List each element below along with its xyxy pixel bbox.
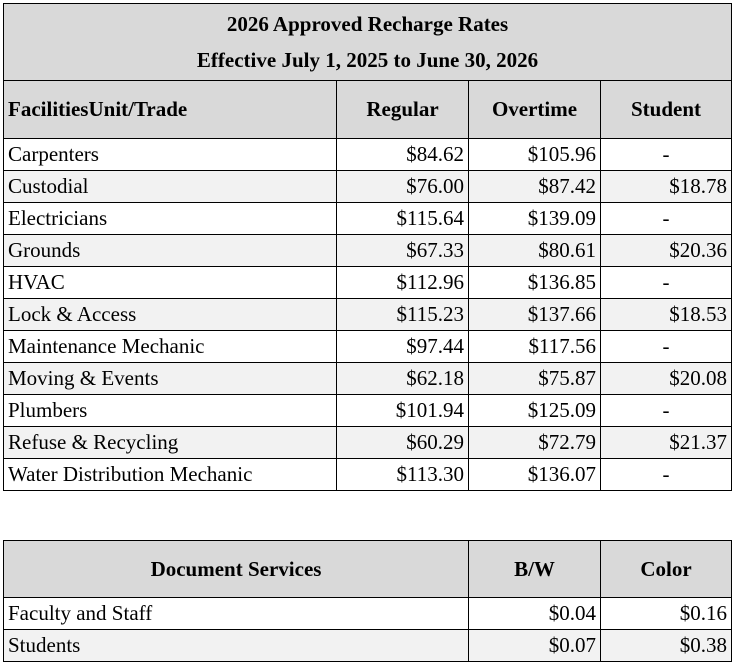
table-row	[4, 139, 732, 171]
column-header-regular: Regular	[337, 81, 469, 139]
document-user-cell: Faculty and Staff	[4, 598, 469, 630]
table-row	[4, 299, 732, 331]
regular-rate-cell: $115.23	[337, 299, 469, 331]
color-price-cell: $0.16	[601, 598, 732, 630]
student-rate-cell: -	[601, 139, 732, 171]
overtime-rate-cell: $137.66	[469, 299, 601, 331]
trade-name-cell: Moving & Events	[4, 363, 337, 395]
bw-price-cell: $0.07	[469, 630, 601, 662]
table-row	[4, 267, 732, 299]
table-row	[4, 459, 732, 491]
student-rate-cell: $20.08	[601, 363, 732, 395]
column-header-student: Student	[601, 81, 732, 139]
regular-rate-cell: $76.00	[337, 171, 469, 203]
table-row	[4, 203, 732, 235]
bw-price-cell: $0.04	[469, 598, 601, 630]
color-price-cell: $0.38	[601, 630, 732, 662]
overtime-rate-cell: $72.79	[469, 427, 601, 459]
overtime-rate-cell: $125.09	[469, 395, 601, 427]
overtime-rate-cell: $75.87	[469, 363, 601, 395]
table-title: 2026 Approved Recharge Rates	[226, 12, 509, 36]
student-rate-cell: -	[601, 203, 732, 235]
regular-rate-cell: $101.94	[337, 395, 469, 427]
table-row	[4, 331, 732, 363]
regular-rate-cell: $67.33	[337, 235, 469, 267]
overtime-rate-cell: $80.61	[469, 235, 601, 267]
document-user-cell: Students	[4, 630, 469, 662]
column-header-document-services: Document Services	[4, 541, 469, 598]
overtime-rate-cell: $117.56	[469, 331, 601, 363]
regular-rate-cell: $62.18	[337, 363, 469, 395]
table-row	[4, 598, 732, 630]
trade-name-cell: Refuse & Recycling	[4, 427, 337, 459]
trade-name-cell: Carpenters	[4, 139, 337, 171]
student-rate-cell: -	[601, 395, 732, 427]
student-rate-cell: -	[601, 267, 732, 299]
regular-rate-cell: $97.44	[337, 331, 469, 363]
column-header-bw: B/W	[469, 541, 601, 598]
table-row	[4, 427, 732, 459]
regular-rate-cell: $60.29	[337, 427, 469, 459]
table-row	[4, 171, 732, 203]
table-title-cell	[4, 4, 732, 81]
regular-rate-cell: $112.96	[337, 267, 469, 299]
trade-name-cell: HVAC	[4, 267, 337, 299]
overtime-rate-cell: $136.07	[469, 459, 601, 491]
regular-rate-cell: $113.30	[337, 459, 469, 491]
student-rate-cell: $20.36	[601, 235, 732, 267]
document-services-table	[3, 540, 732, 662]
trade-name-cell: Custodial	[4, 171, 337, 203]
regular-rate-cell: $84.62	[337, 139, 469, 171]
overtime-rate-cell: $105.96	[469, 139, 601, 171]
table-row	[4, 235, 732, 267]
table-row	[4, 630, 732, 662]
trade-name-cell: Water Distribution Mechanic	[4, 459, 337, 491]
regular-rate-cell: $115.64	[337, 203, 469, 235]
table-subtitle: Effective July 1, 2025 to June 30, 2026	[196, 48, 539, 72]
student-rate-cell: -	[601, 459, 732, 491]
recharge-rates-table	[3, 3, 732, 491]
column-header-trade: FacilitiesUnit/Trade	[4, 81, 337, 139]
trade-name-cell: Grounds	[4, 235, 337, 267]
table-row	[4, 363, 732, 395]
trade-name-cell: Maintenance Mechanic	[4, 331, 337, 363]
overtime-rate-cell: $136.85	[469, 267, 601, 299]
student-rate-cell: $21.37	[601, 427, 732, 459]
overtime-rate-cell: $87.42	[469, 171, 601, 203]
trade-name-cell: Electricians	[4, 203, 337, 235]
student-rate-cell: $18.53	[601, 299, 732, 331]
table-row	[4, 395, 732, 427]
column-header-color: Color	[601, 541, 732, 598]
student-rate-cell: $18.78	[601, 171, 732, 203]
column-header-overtime: Overtime	[469, 81, 601, 139]
trade-name-cell: Lock & Access	[4, 299, 337, 331]
student-rate-cell: -	[601, 331, 732, 363]
overtime-rate-cell: $139.09	[469, 203, 601, 235]
trade-name-cell: Plumbers	[4, 395, 337, 427]
